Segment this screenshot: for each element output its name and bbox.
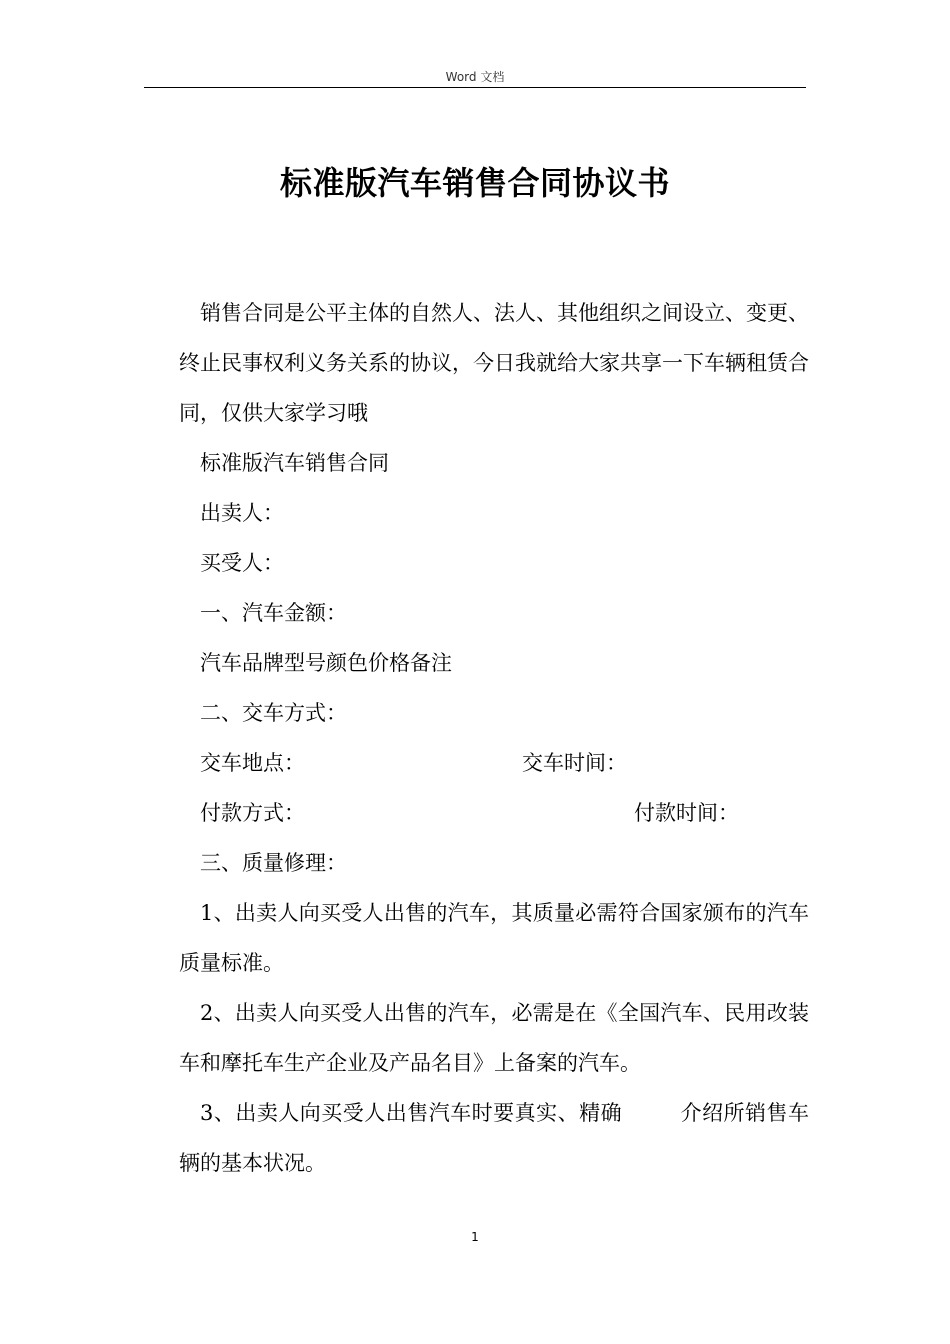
section-1-heading: 一、汽车金额： bbox=[200, 601, 347, 625]
document-body bbox=[179, 288, 809, 1188]
clause-3-part-2: 介绍所销售车辆的基本状况。 bbox=[179, 1101, 810, 1175]
payment-line bbox=[179, 788, 809, 838]
delivery-place-label: 交车地点： bbox=[200, 751, 305, 775]
contract-name: 标准版汽车销售合同 bbox=[200, 451, 389, 475]
clause-3 bbox=[179, 1088, 809, 1188]
clause-3-part-1: 3、出卖人向买受人出售汽车时要真实、精确 bbox=[200, 1101, 623, 1125]
page-number: 1 bbox=[471, 1230, 479, 1244]
vehicle-fields-line: 汽车品牌型号颜色价格备注 bbox=[200, 651, 452, 675]
delivery-time-label: 交车时间： bbox=[522, 751, 627, 775]
header-divider bbox=[144, 87, 806, 88]
payment-time-label: 付款时间： bbox=[634, 801, 739, 825]
section-2-heading: 二、交车方式： bbox=[200, 701, 347, 725]
clause-1: 1、出卖人向买受人出售的汽车，其质量必需符合国家颁布的汽车质量标准。 bbox=[179, 901, 809, 975]
page-header: Word 文档 bbox=[445, 70, 505, 84]
intro-paragraph: 销售合同是公平主体的自然人、法人、其他组织之间设立、变更、终止民事权利义务关系的协议，今日我就给大家共享一下车辆租赁合同，仅供大家学习哦 bbox=[179, 301, 809, 425]
delivery-line bbox=[179, 738, 809, 788]
clause-2: 2、出卖人向买受人出售的汽车，必需是在《全国汽车、民用改装车和摩托车生产企业及产品名目》上备案的汽车。 bbox=[179, 1001, 809, 1075]
document-title: 标准版汽车销售合同协议书 bbox=[279, 164, 670, 202]
section-3-heading: 三、质量修理： bbox=[200, 851, 347, 875]
payment-method-label: 付款方式： bbox=[200, 801, 305, 825]
seller-line: 出卖人： bbox=[200, 501, 284, 525]
buyer-line: 买受人： bbox=[200, 551, 284, 575]
